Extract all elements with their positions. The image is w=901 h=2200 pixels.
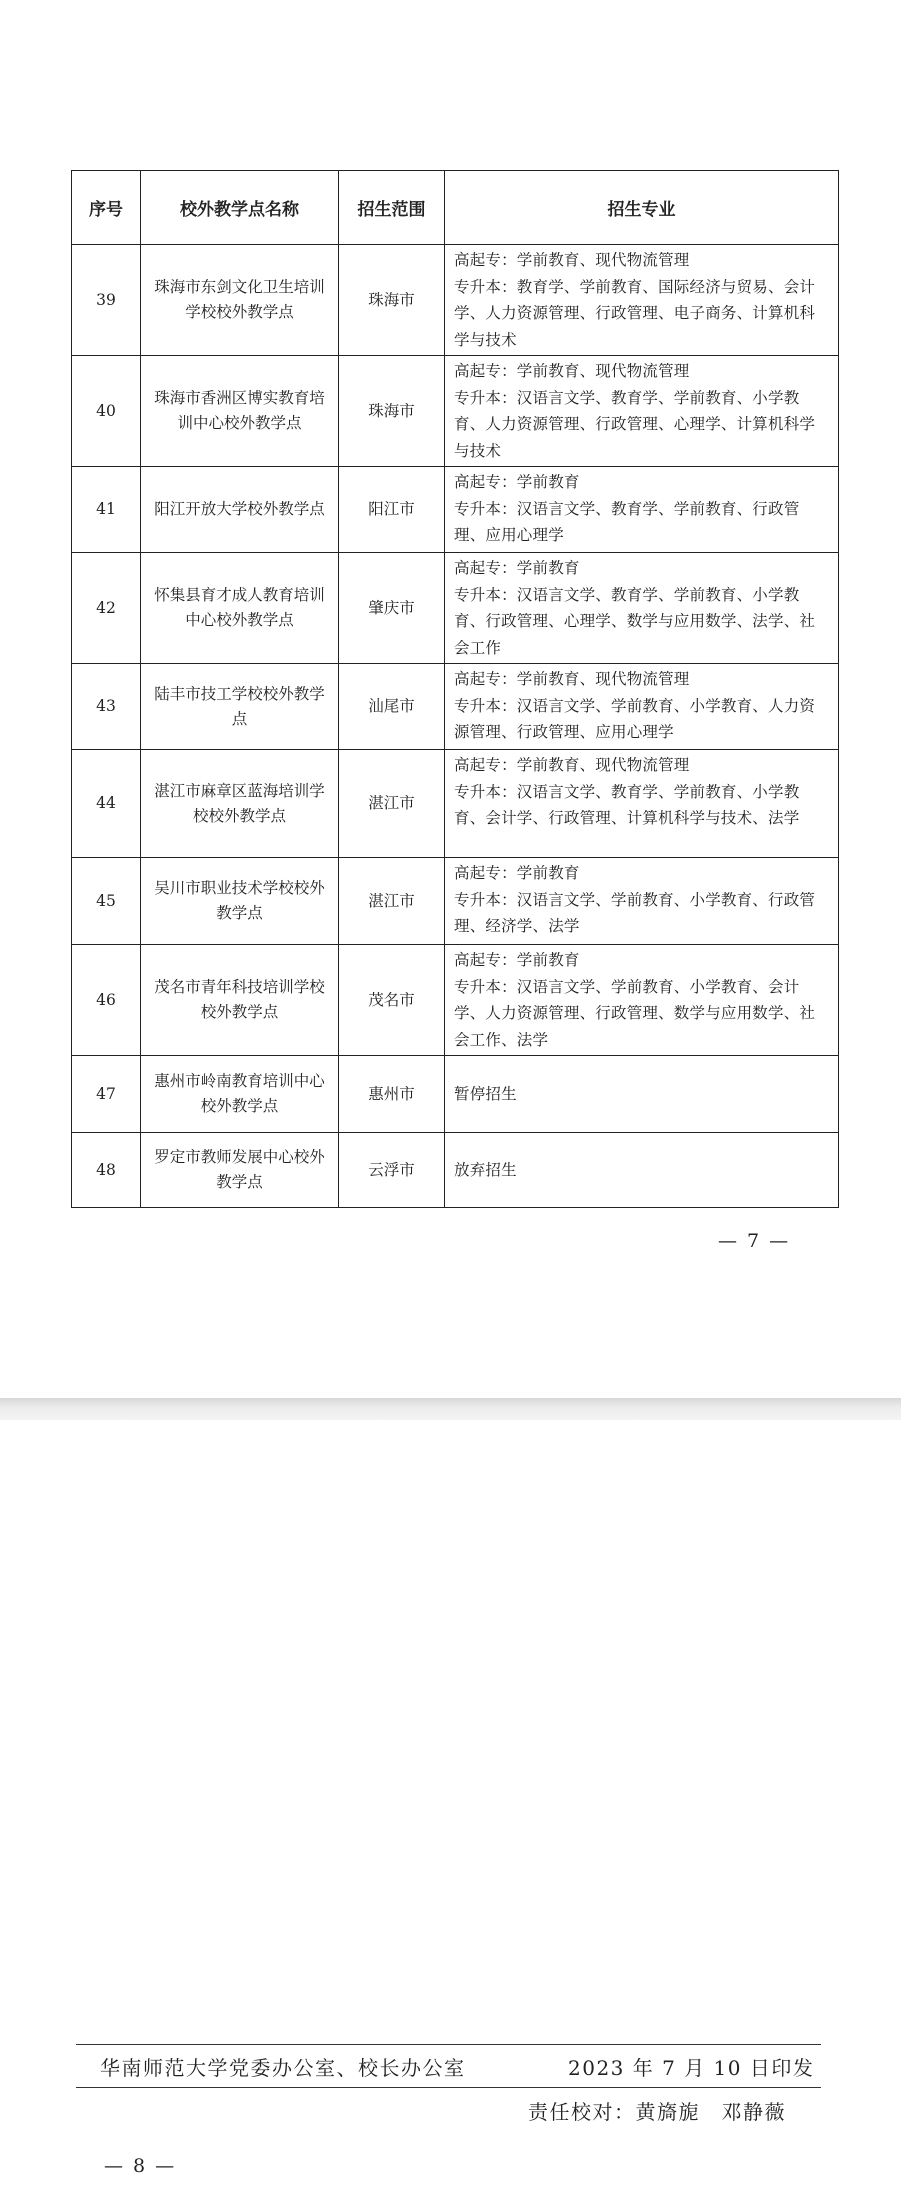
row-site-name: 珠海市东剑文化卫生培训学校校外教学点: [141, 245, 339, 356]
table-row: [72, 945, 839, 1056]
row-site-name: 陆丰市技工学校校外教学点: [141, 664, 339, 750]
table-row: [72, 356, 839, 467]
row-majors: [445, 945, 839, 1056]
major-line: 专升本：汉语言文学、教育学、学前教育、小学教育、会计学、行政管理、计算机科学与技术、法学: [454, 782, 800, 827]
major-line: 专升本：汉语言文学、教育学、学前教育、行政管理、应用心理学: [454, 499, 800, 544]
table-row: [72, 553, 839, 664]
row-site-name: 吴川市职业技术学校校外教学点: [141, 858, 339, 945]
table-row: [72, 1133, 839, 1208]
header-scope: 招生范围: [339, 171, 445, 245]
row-majors: [445, 245, 839, 356]
row-site-name: 珠海市香洲区博实教育培训中心校外教学点: [141, 356, 339, 467]
row-scope: 汕尾市: [339, 664, 445, 750]
major-line: 高起专：学前教育、现代物流管理: [454, 670, 690, 688]
row-site-name: 罗定市教师发展中心校外教学点: [141, 1133, 339, 1208]
row-scope: 湛江市: [339, 858, 445, 945]
footer-issuer: 华南师范大学党委办公室、校长办公室: [100, 2056, 466, 2080]
row-majors: [445, 1133, 839, 1208]
major-line: 专升本：教育学、学前教育、国际经济与贸易、会计学、人力资源管理、行政管理、电子商务、计算机科学与技术: [454, 277, 816, 349]
row-scope: 珠海市: [339, 245, 445, 356]
major-line: 高起专：学前教育: [454, 864, 580, 882]
row-site-name: 惠州市岭南教育培训中心校外教学点: [141, 1056, 339, 1133]
major-line: 专升本：汉语言文学、学前教育、小学教育、行政管理、经济学、法学: [454, 890, 816, 935]
teaching-sites-table: [71, 170, 839, 1208]
row-scope: 云浮市: [339, 1133, 445, 1208]
major-line: 高起专：学前教育、现代物流管理: [454, 362, 690, 380]
header-site-name: 校外教学点名称: [141, 171, 339, 245]
row-majors: [445, 750, 839, 858]
row-majors: [445, 664, 839, 750]
table-header-row: [72, 171, 839, 245]
row-site-name: 阳江开放大学校外教学点: [141, 467, 339, 553]
footer-middle-rule: [76, 2087, 821, 2088]
major-line: 高起专：学前教育: [454, 951, 580, 969]
major-line: 高起专：学前教育: [454, 559, 580, 577]
row-site-name: 怀集县育才成人教育培训中心校外教学点: [141, 553, 339, 664]
row-site-name: 湛江市麻章区蓝海培训学校校外教学点: [141, 750, 339, 858]
row-serial: 42: [72, 553, 141, 664]
major-line: 专升本：汉语言文学、教育学、学前教育、小学教育、人力资源管理、行政管理、心理学、计算机科学与技术: [454, 388, 816, 460]
page-number: — 8 —: [104, 2155, 177, 2177]
table-row: [72, 664, 839, 750]
major-line: 高起专：学前教育: [454, 473, 580, 491]
row-majors: [445, 356, 839, 467]
row-serial: 46: [72, 945, 141, 1056]
footer-issue-date: 2023 年 7 月 10 日印发: [568, 2056, 815, 2080]
row-serial: 39: [72, 245, 141, 356]
table-row: [72, 467, 839, 553]
row-serial: 43: [72, 664, 141, 750]
document-page-8: [0, 1420, 901, 2200]
row-majors: [445, 467, 839, 553]
row-serial: 45: [72, 858, 141, 945]
row-scope: 珠海市: [339, 356, 445, 467]
page-number: — 7 —: [718, 1230, 791, 1252]
major-line: 高起专：学前教育、现代物流管理: [454, 251, 690, 269]
row-scope: 阳江市: [339, 467, 445, 553]
row-scope: 湛江市: [339, 750, 445, 858]
major-line: 专升本：汉语言文学、学前教育、小学教育、人力资源管理、行政管理、应用心理学: [454, 696, 816, 741]
major-line: 专升本：汉语言文学、教育学、学前教育、小学教育、行政管理、心理学、数学与应用数学、法学、社会工作: [454, 585, 816, 657]
row-serial: 41: [72, 467, 141, 553]
table-row: [72, 1056, 839, 1133]
row-majors: [445, 1056, 839, 1133]
major-line: 放弃招生: [454, 1160, 517, 1179]
row-majors: [445, 553, 839, 664]
major-line: 暂停招生: [454, 1084, 517, 1103]
row-majors: [445, 858, 839, 945]
row-site-name: 茂名市青年科技培训学校校外教学点: [141, 945, 339, 1056]
header-majors: 招生专业: [445, 171, 839, 245]
row-scope: 茂名市: [339, 945, 445, 1056]
major-line: 高起专：学前教育、现代物流管理: [454, 756, 690, 774]
header-serial: 序号: [72, 171, 141, 245]
table-row: [72, 858, 839, 945]
page-separator: [0, 1398, 901, 1420]
table-row: [72, 750, 839, 858]
row-serial: 48: [72, 1133, 141, 1208]
footer-proofreaders: 责任校对：黄旖旎 邓静薇: [528, 2100, 786, 2124]
row-serial: 40: [72, 356, 141, 467]
major-line: 专升本：汉语言文学、学前教育、小学教育、会计学、人力资源管理、行政管理、数学与应用数学、社会工作、法学: [454, 977, 816, 1049]
row-serial: 47: [72, 1056, 141, 1133]
footer-top-rule: [76, 2044, 821, 2045]
table-row: [72, 245, 839, 356]
row-scope: 惠州市: [339, 1056, 445, 1133]
row-serial: 44: [72, 750, 141, 858]
row-scope: 肇庆市: [339, 553, 445, 664]
